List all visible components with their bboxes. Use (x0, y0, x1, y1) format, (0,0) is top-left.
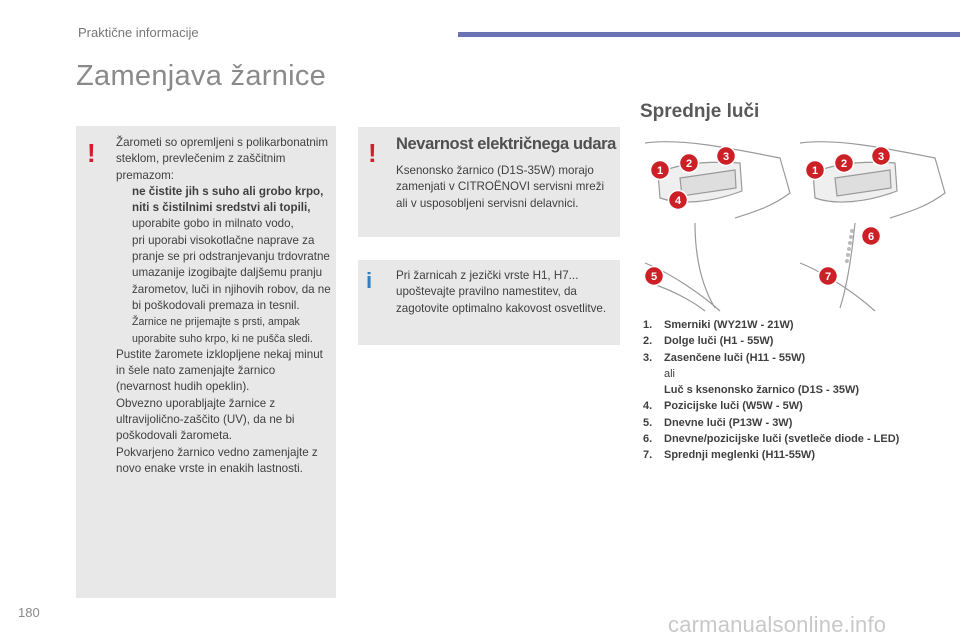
legend-row: Luč s ksenonsko žarnico (D1S - 35W) (664, 384, 859, 397)
warning-text (116, 135, 331, 477)
warning-para-3: Pokvarjeno žarnico vedno zamenjajte z novo enake vrste in enakih lastnosti. (116, 445, 318, 475)
list-item: pri uporabi visokotlačne naprave za pranje se pri odstranjevanju trdovratne umazanije izogibajte daljšemu pranju žarometov, luči in njihovih robov, da ne bi poškodovali premaza in tesnil. (132, 233, 331, 312)
legend-row: 1. Smerniki (WY21W - 21W) (643, 319, 794, 331)
marker-3 (717, 147, 736, 166)
marker-5 (645, 267, 664, 286)
warning-para-1: Pustite žaromete izklopljene nekaj minut in šele nato zamenjajte žarnico (nevarnost hudih opeklin). (116, 347, 323, 394)
warning-intro: Žarometi so opremljeni s polikarbonatnim steklom, prevlečenim z zaščitnim premazom: (116, 136, 328, 182)
legend-row: 3. Zasenčene luči (H11 - 55W) (643, 351, 806, 364)
legend-row: ali (664, 367, 676, 380)
legend-row: 7. Sprednji meglenki (H11-55W) (643, 449, 815, 462)
warning-icon: ! (87, 138, 96, 168)
marker-6 (862, 227, 881, 246)
danger-icon: ! (368, 138, 377, 168)
svg-text:2: 2 (840, 158, 848, 170)
info-icon: i (366, 268, 373, 293)
danger-title: Nevarnost električnega udara (396, 135, 616, 153)
svg-text:7: 7 (824, 271, 832, 283)
list-item: uporabite gobo in milnato vodo, (132, 217, 294, 231)
svg-text:5: 5 (650, 271, 658, 283)
warning-para-2: Obvezno uporabljajte žarnice z ultravijolično-zaščito (UV), da ne bi poškodovali žarometa. (116, 396, 295, 443)
danger-text: Ksenonsko žarnico (D1S-35W) morajo zamenjati v CITROËNOVI servisni mreži ali v usposobljeni servisni delavnici. (396, 164, 605, 210)
info-text: Pri žarnicah z jezički vrste H1, H7... upoštevajte pravilno namestitev, da zagotovite optimalno kakovost osvetlitve. (396, 269, 607, 315)
marker-4 (669, 191, 688, 210)
section-title: Sprednje luči (640, 101, 760, 122)
svg-text:3: 3 (877, 151, 885, 163)
svg-text:2: 2 (685, 158, 693, 170)
legend-row: 2. Dolge luči (H1 - 55W) (643, 335, 774, 348)
legend-row: 4. Pozicijske luči (W5W - 5W) (643, 400, 803, 413)
list-item: Žarnice ne prijemajte s prsti, ampak uporabite suho krpo, ki ne pušča sledi. (132, 316, 313, 345)
marker-2 (680, 154, 699, 173)
list-item: ne čistite jih s suho ali grobo krpo, niti s čistilnimi sredstvi ali topili, (132, 184, 324, 215)
svg-text:4: 4 (674, 195, 682, 207)
marker-1 (651, 161, 670, 180)
svg-text:1: 1 (811, 165, 819, 177)
headlight-diagram (640, 133, 960, 313)
section-header: Praktične informacije (78, 25, 199, 40)
header-bar (458, 32, 960, 37)
legend-row: 6. Dnevne/pozicijske luči (svetleče diode - LED) (643, 433, 900, 446)
svg-text:3: 3 (722, 151, 730, 163)
legend-row: 5. Dnevne luči (P13W - 3W) (643, 416, 793, 429)
svg-text:6: 6 (867, 231, 875, 243)
marker-3 (872, 147, 891, 166)
page-title: Zamenjava žarnice (76, 60, 327, 92)
svg-text:1: 1 (656, 165, 664, 177)
watermark: carmanualsonline.info (668, 612, 887, 637)
marker-7 (819, 267, 838, 286)
marker-2 (835, 154, 854, 173)
marker-1 (806, 161, 825, 180)
bulb-legend (643, 317, 943, 464)
page-number: 180 (18, 605, 40, 620)
